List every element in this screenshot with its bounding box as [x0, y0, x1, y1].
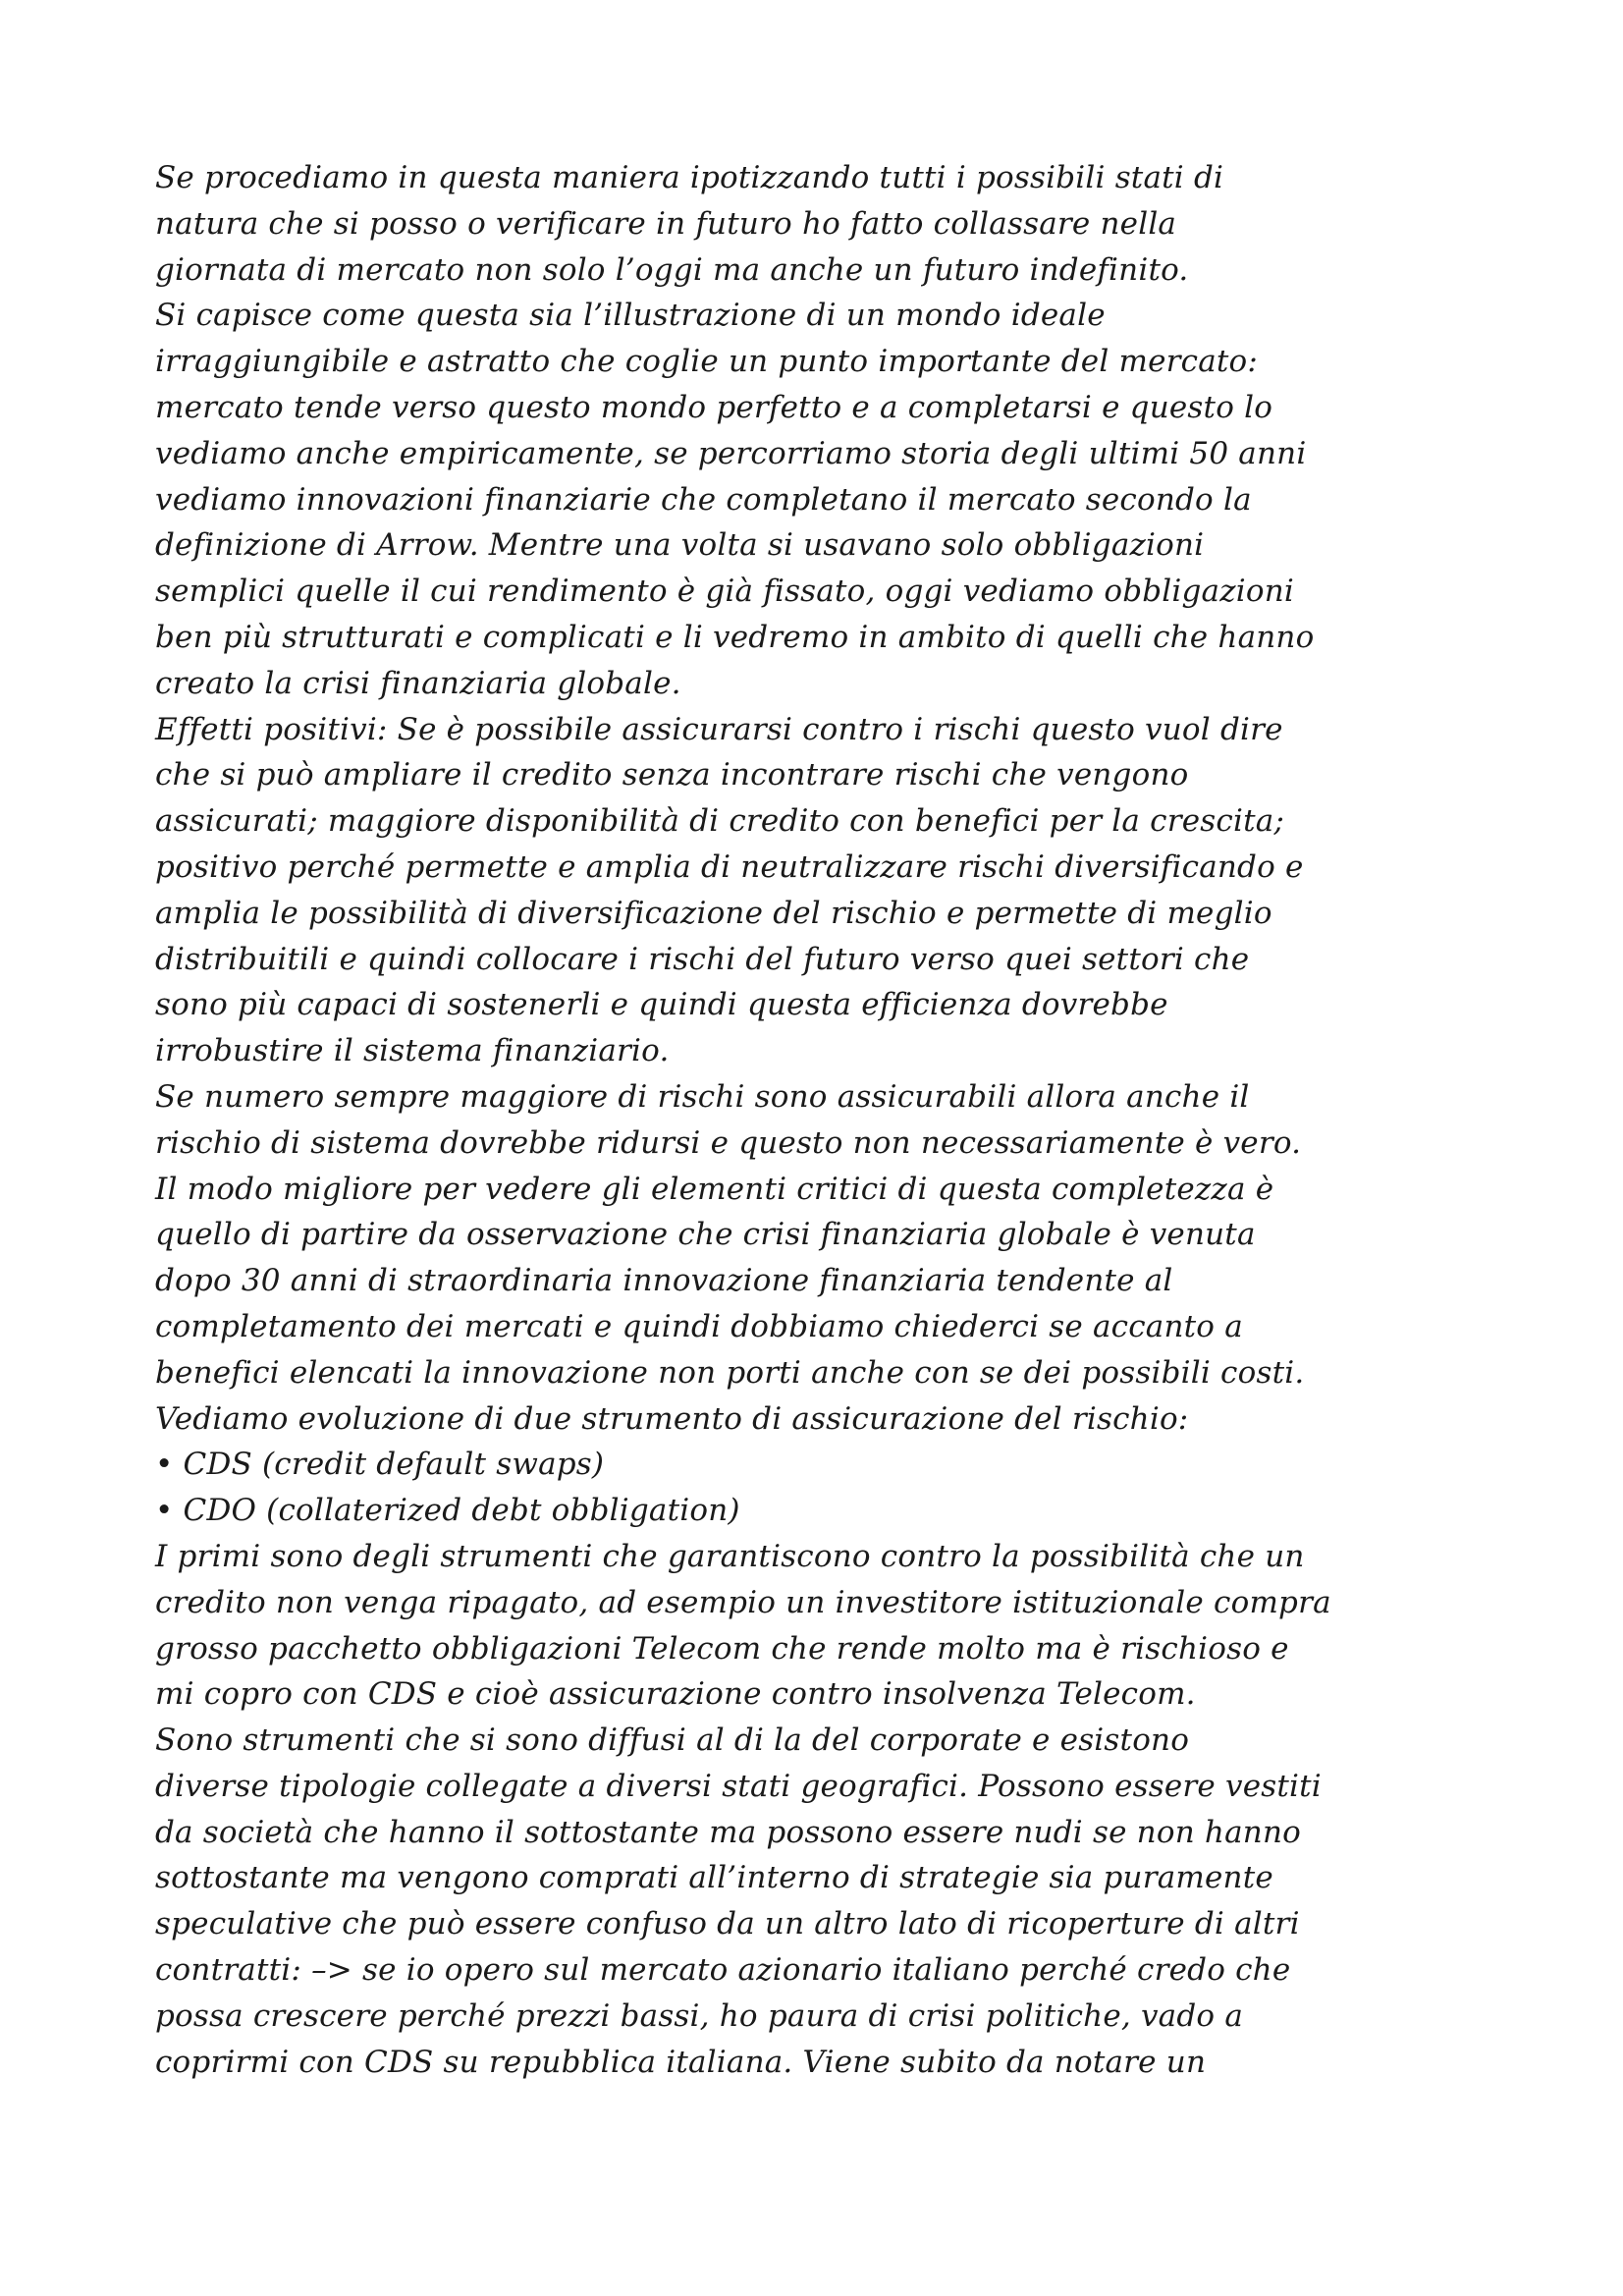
text-line: speculative che può essere confuso da un altro lato di ricoperture di altri — [155, 1906, 1300, 1942]
list-item: • CDO (collaterized debt obbligation) — [155, 1493, 740, 1529]
text-line: amplia le possibilità di diversificazione del rischio e permette di meglio — [155, 895, 1272, 931]
text-line: Il modo migliore per vedere gli elementi critici di questa completezza è — [155, 1171, 1274, 1207]
text-line: quello di partire da osservazione che crisi finanziaria globale è venuta — [155, 1217, 1256, 1253]
text-line: contratti: –> se io opero sul mercato azionario italiano perché credo che — [155, 1952, 1291, 1989]
handwritten-text-block — [155, 155, 1490, 2085]
text-line: grosso pacchetto obbligazioni Telecom che rende molto ma è rischioso e — [155, 1630, 1289, 1667]
text-line: benefici elencati la innovazione non porti anche con se dei possibili costi. — [155, 1354, 1305, 1391]
text-line: natura che si posso o verificare in futuro ho fatto collassare nella — [155, 205, 1177, 242]
text-line: ben più strutturati e complicati e li vedremo in ambito di quelli che hanno — [155, 619, 1315, 655]
text-line: mi copro con CDS e cioè assicurazione contro insolvenza Telecom. — [155, 1676, 1196, 1713]
text-line: vediamo anche empiricamente, se percorriamo storia degli ultimi 50 anni — [155, 435, 1307, 471]
text-line: Sono strumenti che si sono diffusi al di la del corporate e esistono — [155, 1722, 1190, 1759]
text-line: dopo 30 anni di straordinaria innovazione finanziaria tendente al — [155, 1263, 1173, 1299]
text-line: irrobustire il sistema finanziario. — [155, 1033, 670, 1069]
text-line: Se procediamo in questa maniera ipotizzando tutti i possibili stati di — [155, 160, 1224, 195]
text-line: da società che hanno il sottostante ma possono essere nudi se non hanno — [155, 1814, 1301, 1850]
text-line: diverse tipologie collegate a diversi stati geografici. Possono essere vestiti — [155, 1768, 1322, 1804]
text-line: Si capisce come questa sia l’illustrazione di un mondo ideale — [155, 298, 1106, 334]
text-line: creato la crisi finanziaria globale. — [155, 665, 681, 701]
text-line: credito non venga ripagato, ad esempio un investitore istituzionale compra — [155, 1584, 1331, 1620]
text-line: completamento dei mercati e quindi dobbiamo chiederci se accanto a — [155, 1308, 1243, 1344]
text-line: sono più capaci di sostenerli e quindi questa efficienza dovrebbe — [155, 987, 1168, 1023]
text-line: mercato tende verso questo mondo perfetto e a completarsi e questo lo — [155, 389, 1273, 425]
text-line: semplici quelle il cui rendimento è già fissato, oggi vediamo obbligazioni — [155, 574, 1295, 610]
text-line: definizione di Arrow. Mentre una volta si usavano solo obbligazioni — [155, 527, 1205, 564]
text-line: vediamo innovazioni finanziarie che completano il mercato secondo la — [155, 481, 1252, 518]
text-line: rischio di sistema dovrebbe ridursi e questo non necessariamente è vero. — [155, 1124, 1302, 1161]
text-line: distribuitili e quindi collocare i rischi del futuro verso quei settori che — [155, 941, 1250, 977]
text-line: coprirmi con CDS su repubblica italiana. Viene subito da notare un — [155, 2044, 1207, 2080]
text-line: possa crescere perché prezzi bassi, ho paura di crisi politiche, vado a — [155, 1997, 1244, 2034]
text-line: assicurati; maggiore disponibilità di credito con benefici per la crescita; — [155, 803, 1285, 840]
list-item: • CDS (credit default swaps) — [155, 1447, 605, 1483]
text-line: Effetti positivi: Se è possibile assicurarsi contro i rischi questo vuol dire — [155, 711, 1283, 747]
text-line: irraggiungibile e astratto che coglie un punto importante del mercato: — [155, 344, 1259, 380]
text-line: sottostante ma vengono comprati all’interno di strategie sia puramente — [155, 1860, 1273, 1896]
text-line: giornata di mercato non solo l’oggi ma anche un futuro indefinito. — [155, 251, 1189, 288]
text-line: Se numero sempre maggiore di rischi sono assicurabili allora anche il — [155, 1078, 1250, 1115]
text-line: Vediamo evoluzione di due strumento di assicurazione del rischio: — [155, 1400, 1189, 1437]
text-line: I primi sono degli strumenti che garantiscono contro la possibilità che un — [155, 1538, 1305, 1574]
text-line: che si può ampliare il credito senza incontrare rischi che vengono — [155, 757, 1189, 793]
text-line: positivo perché permette e amplia di neutralizzare rischi diversificando e — [155, 848, 1304, 885]
